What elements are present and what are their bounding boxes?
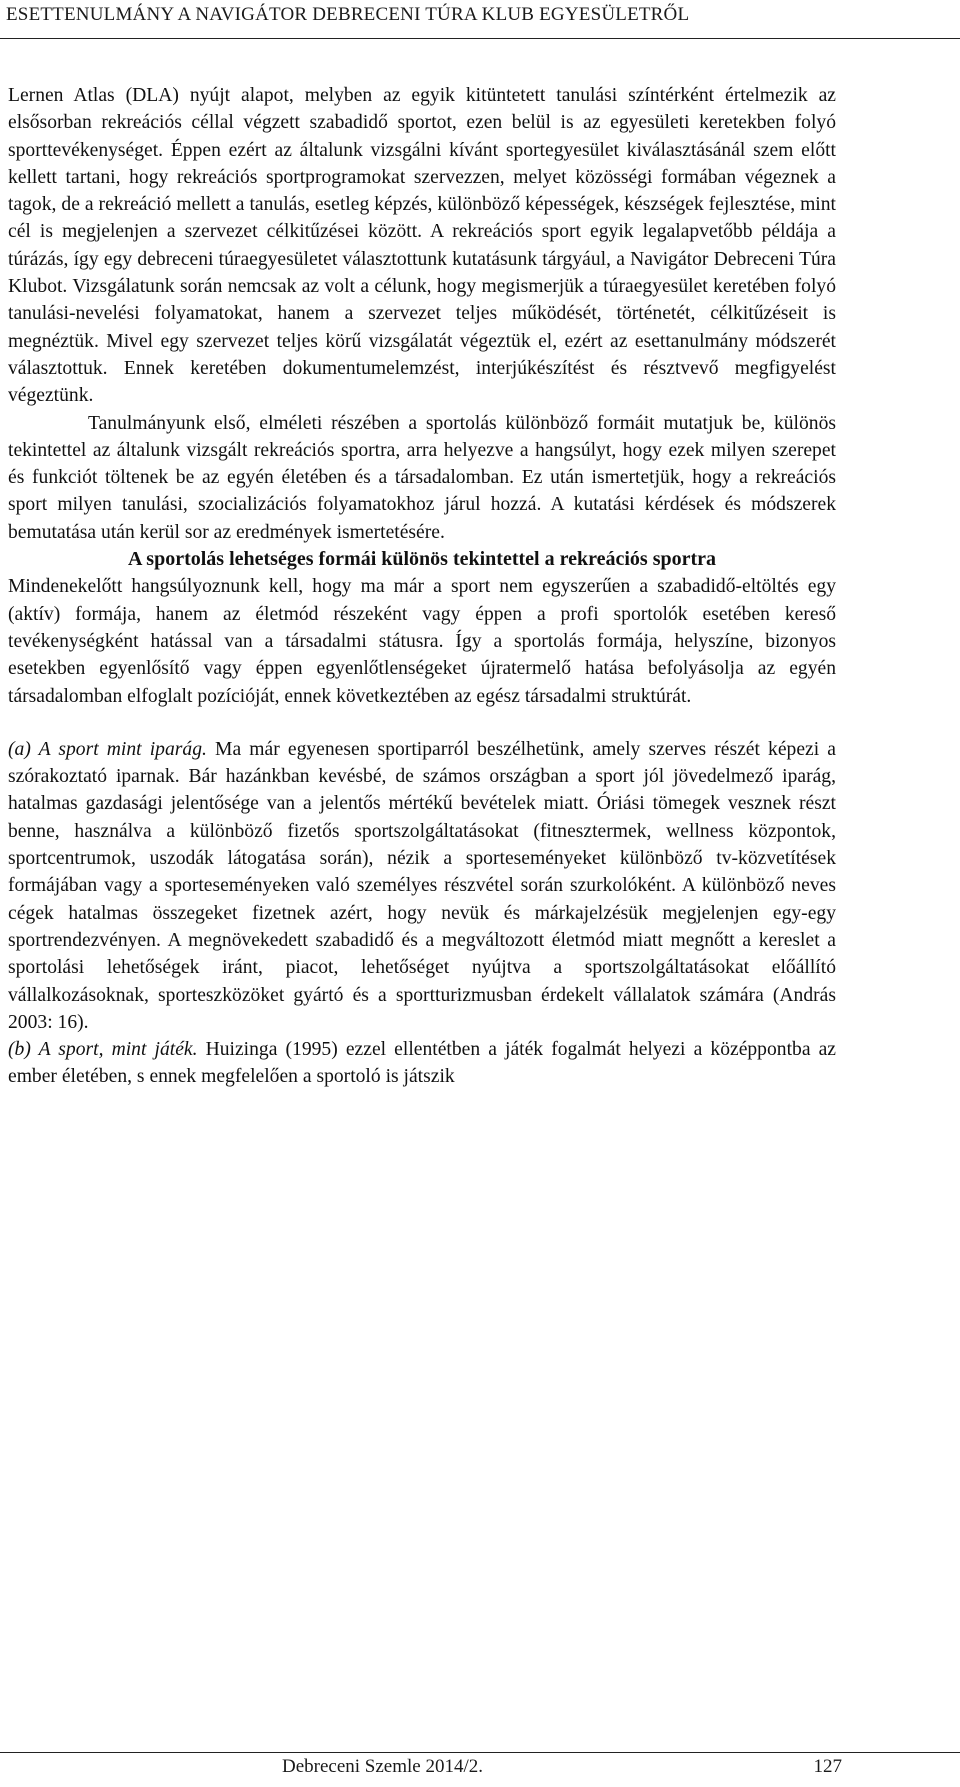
item-a-label: (a) A sport mint iparág. bbox=[8, 738, 207, 760]
item-b-label: (b) A sport, mint játék. bbox=[8, 1039, 198, 1061]
page-number: 127 bbox=[813, 1756, 842, 1777]
item-b-text: Huizinga (1995) ezzel ellentétben a játék fogalmát helyezi a középpontba az ember életében, s ennek megfelelően a sportoló is játszik bbox=[8, 1039, 837, 1088]
intro-paragraph: Lernen Atlas (DLA) nyújt alapot, melyben az egyik kitüntetett tanulási színtérként értelmezik az elsősorban rekreációs céllal végzett szabadidő sportot, ezen belül is az egyesületi keretekben folyó sporttevékenységet. Éppen ezért az általunk vizsgálni kívánt sportegyesület kiválasztásánál szem előtt kellett tartani, hogy rekreációs sportprogramokat szervezzen, melyet közösségi formában végeznek a tagok, de a rekreáció mellett a tanulás, esetleg képzés, különböző képességek, készségek fejlesztése, mint cél is megjelenjen a szervezet célkitűzései között. A rekreációs sport egyik legalapvetőbb példája a túrázás, így egy debreceni túraegyesületet választottunk kutatásunk tárgyául, a Navigátor Debreceni Túra Klubot. Vizsgálatunk során nemcsak az volt a célunk, hogy megismerjük a túraegyesület keretében folyó tanulási-nevelési folyamatokat, hanem a szervezet teljes működését, történetét, célkitűzéseit is megnéztük. Mivel egy szervezet teljes körű vizsgálatát végeztük el, ezért az esettanulmány módszerét választottuk. Ennek keretében dokumentumelemzést, interjúkészítést és résztvevő megfigyelést végeztünk. bbox=[8, 85, 836, 407]
body-text bbox=[8, 82, 836, 1091]
paragraph-gap bbox=[8, 710, 836, 736]
item-a-text: Ma már egyenesen sportiparról beszélhetünk, amely szerves részét képezi a szórakoztató iparnak. Bár hazánkban kevésbé, de számos országban a sport jól jövedelmező iparág, hatalmas gazdasági jelentősége van a jelentős mértékű bevételek miatt. Óriási tömegek vesznek részt benne, használva a különböző fizetős sportszolgáltatásokat (fitnesztermek, wellness központok, sportcentrumok, uszodák látogatása során), nézik a sporteseményeket különböző tv-közvetítések formájában vagy a sporteseményeken való személyes részvétel során szurkolóként. A különböző neves cégek hatalmas összegeket fizetnek azért, hogy nevük és márkajelzésük megjelenjen egy-egy sportrendezvényen. A megnövekedett szabadidő és a megváltozott életmód miatt megnőtt a kereslet a sportolási lehetőségek iránt, piacot, lehetőséget nyújtva a sportszolgáltatásokat előállító vállalkozásoknak, sporteszközöket gyártó és a sportturizmusban érdekelt vállalatok számára (András 2003: 16). bbox=[8, 738, 836, 1033]
item-b-paragraph bbox=[8, 1036, 836, 1091]
footer-journal-title: Debreceni Szemle 2014/2. bbox=[282, 1756, 484, 1777]
header-rule bbox=[0, 38, 960, 39]
section-heading: A sportolás lehetséges formái különös tekintettel a rekreációs sportra bbox=[127, 548, 717, 571]
running-head: ESETTENULMÁNY A NAVIGÁTOR DEBRECENI TÚRA KLUB EGYESÜLETRŐL bbox=[6, 4, 690, 25]
section-paragraph: Mindenekelőtt hangsúlyoznunk kell, hogy ma már a sport nem egyszerűen a szabadidő-eltöltés egy (aktív) formája, hanem az életmód részeként vagy éppen a profi sportolók esetében kereső tevékenységként hatással van a társadalmi státusra. Így a sportolás formája, helyszíne, bizonyos esetekben egyenlősítő vagy éppen egyenlőtlenségeket újratermelő hatása befolyásolja az egyén társadalomban elfoglalt pozícióját, ennek következtében az egész társadalmi struktúrát. bbox=[8, 576, 836, 707]
item-a-paragraph bbox=[8, 736, 836, 1036]
second-paragraph: Tanulmányunk első, elméleti részében a sportolás különböző formáit mutatjuk be, különös tekintettel az általunk vizsgált rekreációs sportra, arra helyezve a hangsúlyt, hogy ezek milyen szerepet és funkciót töltenek be az egyén életében és a társadalomban. Ez után ismertetjük, hogy a rekreációs sport milyen tanulási, szocializációs folyamatokhoz járul hozzá. A kutatási kérdések és módszerek bemutatása után kerül sor az eredmények ismertetésére. bbox=[8, 412, 836, 543]
footer-rule bbox=[0, 1752, 960, 1753]
